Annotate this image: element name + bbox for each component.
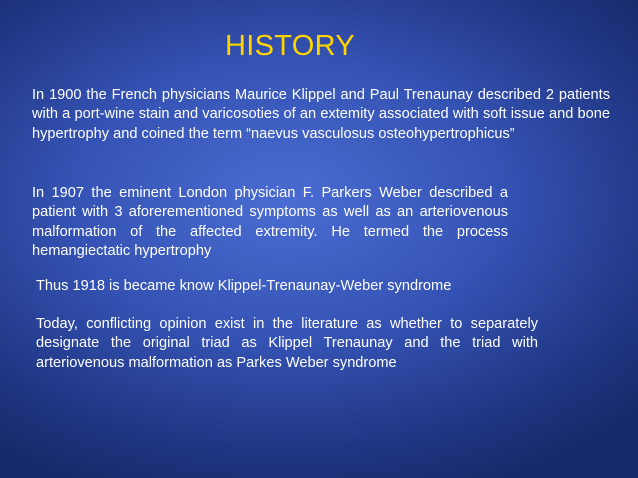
paragraph-1900-klippel-trenaunay: In 1900 the French physicians Maurice Klippel and Paul Trenaunay described 2 patients with a port-wine stain and varicosoties of an extemity associated with soft issue and bone hypertrophy and coined the term “naevus vasculosus osteohypertrophicus” [32,87,610,142]
slide-title: HISTORY [225,30,355,62]
paragraph-1907-parkes-weber: In 1907 the eminent London physician F. Parkers Weber described a patient with 3 aforerementioned symptoms as well as an arteriovenous malformation of the affected extremity. He termed the process hemangiectatic hypertrophy [32,185,508,260]
paragraph-1918-syndrome-name: Thus 1918 is became know Klippel-Trenaunay-Weber syndrome [36,278,452,294]
paragraph-today-opinion: Today, conflicting opinion exist in the literature as whether to separately designate the original triad as Klippel Trenaunay and the triad with arteriovenous malformation as Parkes Weber syndrome [36,316,538,371]
